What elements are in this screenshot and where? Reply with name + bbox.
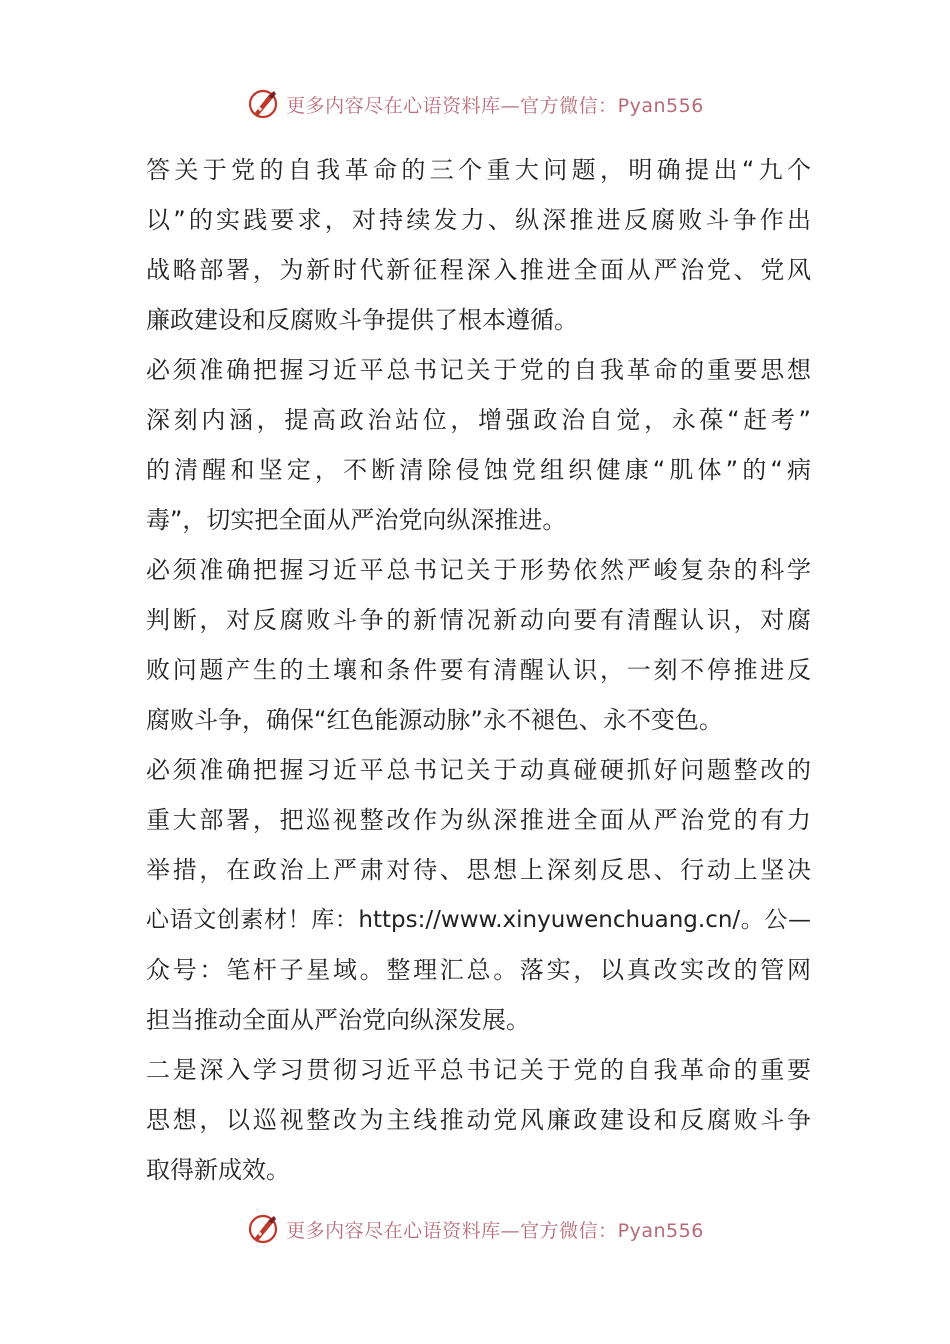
body-text-line: 众号：笔杆子星域。整理汇总。落实，以真改实改的管网 xyxy=(146,956,811,984)
header-watermark-banner xyxy=(0,84,950,124)
body-text-line: 担当推动全面从严治党向纵深发展。 xyxy=(146,1006,530,1034)
body-text-line: 毒”，切实把全面从严治党向纵深推进。 xyxy=(146,506,567,534)
body-text-line: 深刻内涵，提高政治站位，增强政治自觉，永葆“赶考” xyxy=(146,406,811,434)
body-text-line: 重大部署，把巡视整改作为纵深推进全面从严治党的有力 xyxy=(146,806,811,834)
body-text-line: 腐败斗争，确保“红色能源动脉”永不褪色、永不变色。 xyxy=(146,706,723,734)
body-text-line: 战略部署，为新时代新征程深入推进全面从严治党、党风 xyxy=(146,256,811,284)
pen-nib-logo-icon xyxy=(246,87,280,121)
body-text-line: 必须准确把握习近平总书记关于动真碰硬抓好问题整改的 xyxy=(146,756,811,784)
body-text-line: 必须准确把握习近平总书记关于形势依然严峻复杂的科学 xyxy=(146,556,811,584)
body-text-line: 取得新成效。 xyxy=(146,1156,290,1184)
body-text-line: 的清醒和坚定，不断清除侵蚀党组织健康“肌体”的“病 xyxy=(146,456,811,484)
body-text-line: 答关于党的自我革命的三个重大问题，明确提出“九个 xyxy=(146,156,811,184)
pen-nib-logo-icon xyxy=(246,1212,280,1246)
body-text-line: 举措，在政治上严肃对待、思想上深刻反思、行动上坚决 xyxy=(146,856,811,884)
body-text-line: 心语文创素材！库：https://www.xinyuwenchuang.cn/。公— xyxy=(146,907,811,933)
body-text-line: 必须准确把握习近平总书记关于党的自我革命的重要思想 xyxy=(146,356,811,384)
document-body xyxy=(146,145,811,1195)
footer-watermark-text: 更多内容尽在心语资料库—官方微信：Pyan556 xyxy=(286,1219,704,1242)
body-text-line: 思想，以巡视整改为主线推动党风廉政建设和反腐败斗争 xyxy=(146,1106,811,1134)
wechat-id: Pyan556 xyxy=(617,94,704,117)
body-text-line: 二是深入学习贯彻习近平总书记关于党的自我革命的重要 xyxy=(146,1056,811,1084)
footer-watermark-banner xyxy=(0,1209,950,1249)
body-text-line: 以”的实践要求，对持续发力、纵深推进反腐败斗争作出 xyxy=(146,206,811,234)
header-watermark-text: 更多内容尽在心语资料库—官方微信：Pyan556 xyxy=(286,94,704,117)
body-text-line: 败问题产生的土壤和条件要有清醒认识，一刻不停推进反 xyxy=(146,656,811,684)
body-text-line: 廉政建设和反腐败斗争提供了根本遵循。 xyxy=(146,306,578,334)
body-text-line: 判断，对反腐败斗争的新情况新动向要有清醒认识，对腐 xyxy=(146,606,811,634)
wechat-id: Pyan556 xyxy=(617,1219,704,1242)
